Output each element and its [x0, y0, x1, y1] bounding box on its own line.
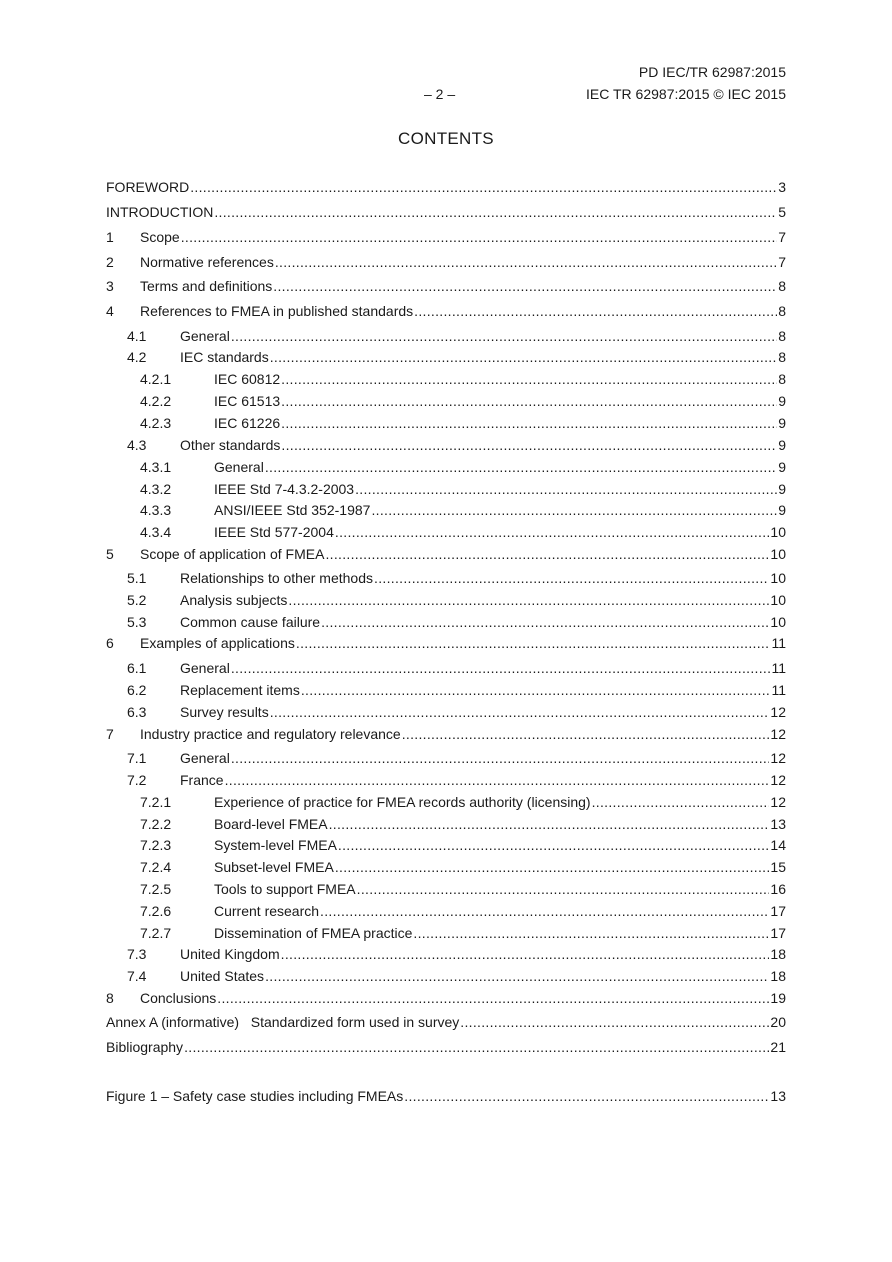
toc-entry-7-3[interactable]: 7.3 United Kingdom ..... 18	[127, 945, 786, 963]
toc-entry-5-1[interactable]: 5.1 Relationships to other methods ..... 10	[127, 569, 786, 587]
toc-entry-4-3-2[interactable]: 4.3.2 IEEE Std 7-4.3.2-2003 ..... 9	[140, 480, 786, 498]
toc-entry-4[interactable]: 4 References to FMEA in published standards ..... 8	[106, 302, 786, 320]
contents-title: CONTENTS	[398, 129, 494, 148]
toc-entry-7-2-6[interactable]: 7.2.6 Current research ..... 17	[140, 902, 786, 920]
toc-entry-7-2-5[interactable]: 7.2.5 Tools to support FMEA ..... 16	[140, 880, 786, 898]
toc-entry-figure-1[interactable]: Figure 1 – Safety case studies including FMEAs ..... 13	[106, 1087, 786, 1105]
toc-entry-4-3-4[interactable]: 4.3.4 IEEE Std 577-2004 ..... 10	[140, 523, 786, 541]
toc-entry-5-2[interactable]: 5.2 Analysis subjects ..... 10	[127, 591, 786, 609]
toc-entry-7-2-4[interactable]: 7.2.4 Subset-level FMEA ..... 15	[140, 858, 786, 876]
toc-entry-6-2[interactable]: 6.2 Replacement items ..... 11	[127, 681, 786, 699]
copyright-line: IEC TR 62987:2015 © IEC 2015	[586, 86, 786, 102]
toc-entry-4-2-1[interactable]: 4.2.1 IEC 60812 ..... 8	[140, 370, 786, 388]
toc-entry-5-3[interactable]: 5.3 Common cause failure ..... 10	[127, 613, 786, 631]
toc-entry-7[interactable]: 7 Industry practice and regulatory relevance ..... 12	[106, 725, 786, 743]
toc-entry-7-2-1[interactable]: 7.2.1 Experience of practice for FMEA records authority (licensing) ..... 12	[140, 793, 786, 811]
toc-entry-7-4[interactable]: 7.4 United States ..... 18	[127, 967, 786, 985]
toc-entry-3[interactable]: 3 Terms and definitions ..... 8	[106, 277, 786, 295]
toc-entry-foreword[interactable]: FOREWORD ..... 3	[106, 178, 786, 196]
toc-entry-4-2-2[interactable]: 4.2.2 IEC 61513 ..... 9	[140, 392, 786, 410]
toc-entry-introduction[interactable]: INTRODUCTION ..... 5	[106, 203, 786, 221]
document-id: PD IEC/TR 62987:2015	[638, 64, 786, 80]
toc-entry-8[interactable]: 8 Conclusions ..... 19	[106, 989, 786, 1007]
toc-entry-7-2-7[interactable]: 7.2.7 Dissemination of FMEA practice ..... 17	[140, 924, 786, 942]
toc-entry-4-3[interactable]: 4.3 Other standards ..... 9	[127, 436, 786, 454]
toc-entry-4-2[interactable]: 4.2 IEC standards ..... 8	[127, 348, 786, 366]
toc-entry-7-1[interactable]: 7.1 General ..... 12	[127, 749, 786, 767]
toc-entry-annex-a[interactable]: Annex A (informative) Standardized form used in survey ..... 20	[106, 1013, 786, 1031]
toc-entry-4-2-3[interactable]: 4.2.3 IEC 61226 ..... 9	[140, 414, 786, 432]
toc-entry-7-2-3[interactable]: 7.2.3 System-level FMEA ..... 14	[140, 836, 786, 854]
toc-entry-4-3-1[interactable]: 4.3.1 General ..... 9	[140, 458, 786, 476]
toc-entry-5[interactable]: 5 Scope of application of FMEA ..... 10	[106, 545, 786, 563]
toc-entry-6-1[interactable]: 6.1 General ..... 11	[127, 659, 786, 677]
toc-entry-7-2[interactable]: 7.2 France ..... 12	[127, 771, 786, 789]
toc-entry-4-1[interactable]: 4.1 General ..... 8	[127, 327, 786, 345]
table-of-contents	[106, 0, 786, 1262]
toc-entry-6-3[interactable]: 6.3 Survey results ..... 12	[127, 703, 786, 721]
toc-entry-2[interactable]: 2 Normative references ..... 7	[106, 253, 786, 271]
toc-entry-bibliography[interactable]: Bibliography ..... 21	[106, 1038, 786, 1056]
toc-entry-4-3-3[interactable]: 4.3.3 ANSI/IEEE Std 352-1987 ..... 9	[140, 501, 786, 519]
page-number: – 2 –	[424, 86, 456, 102]
toc-entry-7-2-2[interactable]: 7.2.2 Board-level FMEA ..... 13	[140, 815, 786, 833]
toc-entry-6[interactable]: 6 Examples of applications ..... 11	[106, 634, 786, 652]
toc-entry-1[interactable]: 1 Scope ..... 7	[106, 228, 786, 246]
